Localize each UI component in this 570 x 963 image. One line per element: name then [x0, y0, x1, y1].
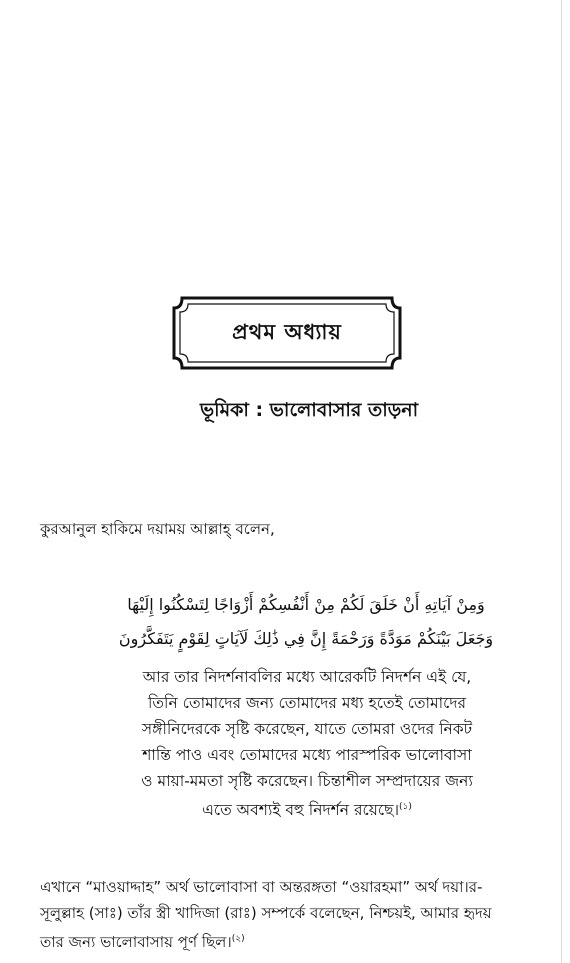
- intro-line: কুরআনুল হাকিমে দয়াময় আল্লাহ্ বলেন,: [40, 520, 275, 538]
- explanation-line-1: এখানে “মাওয়াদ্দাহ” অর্থ ভালোবাসা বা অন্তরঙ্গতা “ওয়ারহমা” অর্থ দয়া।র-: [40, 878, 483, 896]
- arabic-verse-line-1: وَمِنْ آيَاتِهِ أَنْ خَلَقَ لَكُمْ مِنْ أَنْفُسِكُمْ أَزْوَاجًا لِتَسْكُنُوا إِلَيْهَا: [127, 595, 485, 614]
- footnote-marker-2: (২): [231, 934, 245, 944]
- translation-line-6: এতে অবশ্যই বহু নিদর্শন রয়েছে।: [202, 801, 400, 820]
- chapter-title-frame: [168, 292, 406, 374]
- translation-line-3: সঙ্গীনিদেরকে সৃষ্টি করেছেন, যাতে তোমরা ওদের নিকট: [141, 720, 473, 738]
- footnote-marker-1: (১): [399, 802, 412, 812]
- translation-line-6-wrap: [98, 794, 516, 823]
- translation-line-1: আর তার নিদর্শনাবলির মধ্যে আরেকটি নিদর্শন এই যে,: [142, 668, 472, 686]
- chapter-title: প্রথম অধ্যায়: [232, 319, 342, 344]
- translation-line-2: তিনি তোমাদের জন্য তোমাদের মধ্য হতেই তোমাদের: [147, 694, 467, 712]
- arabic-verse: [96, 588, 516, 656]
- explanation-line-3: তার জন্য ভালোবাসায় পূর্ণ ছিল।: [40, 933, 232, 951]
- page-edge-line: [561, 0, 562, 963]
- chapter-subtitle: ভূমিকা : ভালোবাসার তাড়না: [200, 399, 419, 421]
- explanation-line-3-wrap: [40, 926, 570, 955]
- arabic-verse-line-2: وَجَعَلَ بَيْنَكُمْ مَوَدَّةً وَرَحْمَةً إِنَّ فِي ذَٰلِكَ لَآيَاتٍ لِقَوْمٍ يَتَفَكَّرُونَ: [118, 629, 494, 648]
- explanation-line-2: সূলুল্লাহ (সাঃ) তাঁর স্ত্রী খাদিজা (রাঃ) সম্পর্কে বলেছেন, নিশ্চয়ই, আমার হৃদয়: [40, 904, 492, 922]
- explanation-paragraph: [40, 874, 570, 955]
- translation-line-5: ও মায়া-মমতা সৃষ্টি করেছেন। চিন্তাশীল সম্প্রদায়ের জন্য: [141, 772, 473, 790]
- translation-line-4: শান্তি পাও এবং তোমাদের মধ্যে পারস্পরিক ভালোবাসা: [142, 746, 472, 764]
- verse-translation: [98, 664, 516, 823]
